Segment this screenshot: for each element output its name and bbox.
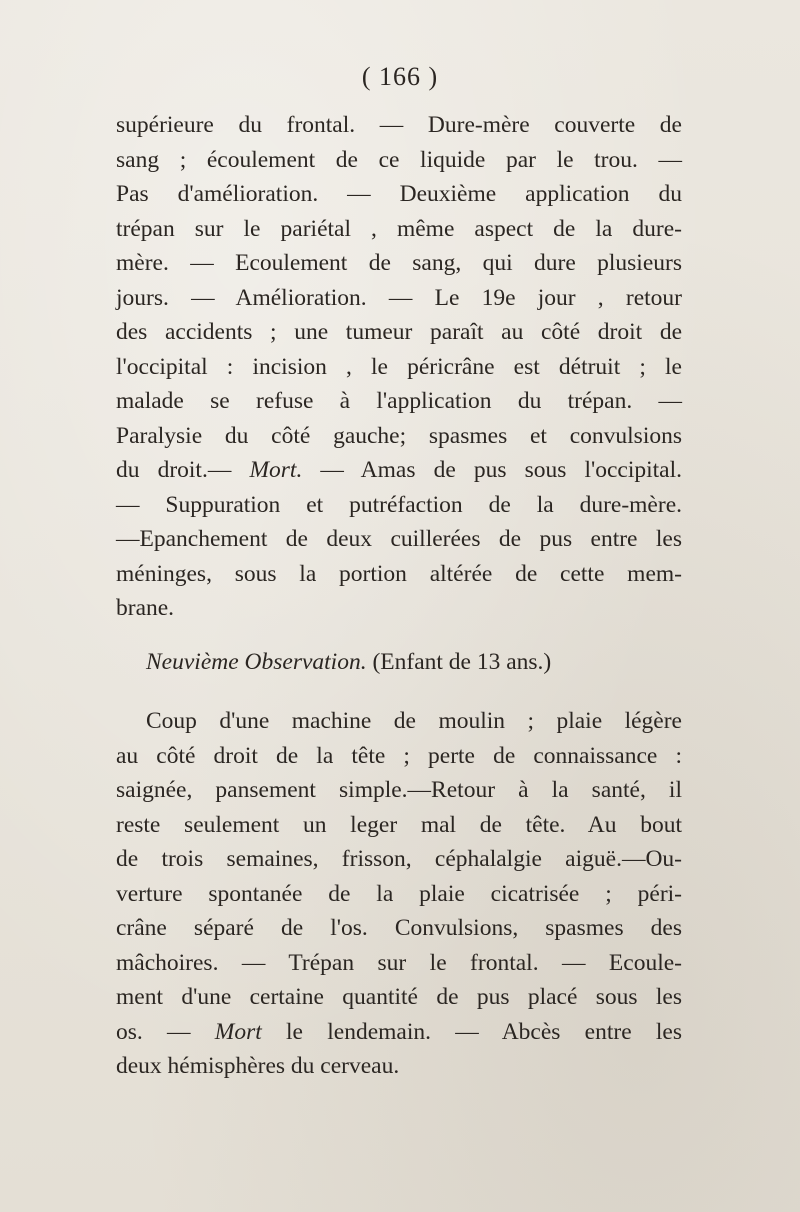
text-line: des accidents ; une tumeur paraît au côté droit de — [116, 319, 682, 345]
text-line: — Suppuration et putréfaction de la dure-mère. — [116, 491, 682, 518]
text-line: malade se refuse à l'application du trépan. — — [116, 388, 682, 414]
text-run: le lendemain. — Abcès entre les — [261, 1018, 682, 1045]
text-line: deux hémisphères du cerveau. — [116, 1053, 400, 1079]
text-line: mère. — Ecoulement de sang, qui dure plusieurs — [116, 250, 682, 276]
text-line: Coup d'une machine de moulin ; plaie légère — [146, 708, 682, 734]
text-line: jours. — Amélioration. — Le 19e jour , retour — [116, 284, 682, 311]
text-line: l'occipital : incision , le péricrâne est détruit ; le — [116, 353, 682, 380]
text-line — [116, 453, 682, 488]
text-line — [116, 1015, 682, 1050]
italic-text-run: Mort — [214, 1018, 262, 1045]
text-line: crâne séparé de l'os. Convulsions, spasmes des — [116, 915, 682, 941]
text-line: supérieure du frontal. — Dure-mère couverte de — [116, 112, 682, 138]
paragraph-observation-9 — [116, 704, 682, 1084]
text-line: trépan sur le pariétal , même aspect de la dure- — [116, 215, 682, 242]
paragraph-observation-8-continued — [116, 108, 682, 626]
text-run: — Amas de pus sous l'occipital. — [302, 457, 682, 483]
page-number: ( 166 ) — [361, 62, 439, 91]
text-line: brane. — [116, 595, 175, 621]
text-run: os. — — [116, 1018, 215, 1045]
text-line: verture spontanée de la plaie cicatrisée ; péri- — [116, 880, 682, 907]
text-line: de trois semaines, frisson, céphalalgie aiguë.—Ou- — [116, 846, 682, 872]
text-line: mâchoires. — Trépan sur le frontal. — Ecoule- — [116, 949, 682, 976]
italic-text-run: Mort. — [249, 457, 303, 483]
text-line: ment d'une certaine quantité de pus placé sous les — [116, 984, 682, 1010]
text-line: Paralysie du côté gauche; spasmes et convulsions — [116, 422, 682, 449]
text-line: sang ; écoulement de ce liquide par le trou. — — [116, 146, 682, 173]
observation-heading — [146, 645, 686, 679]
text-line: au côté droit de la tête ; perte de connaissance : — [116, 742, 682, 769]
text-line: saignée, pansement simple.—Retour à la santé, il — [116, 777, 682, 803]
text-line: méninges, sous la portion altérée de cette mem- — [116, 560, 682, 587]
text-run: du droit.— — [116, 457, 250, 483]
text-line: —Epanchement de deux cuillerées de pus entre les — [116, 526, 682, 552]
text-line: reste seulement un leger mal de tête. Au bout — [116, 811, 682, 838]
heading-regular: (Enfant de 13 ans.) — [366, 649, 552, 675]
heading-italic: Neuvième Observation. — [146, 649, 367, 675]
text-line: Pas d'amélioration. — Deuxième application du — [116, 181, 682, 207]
